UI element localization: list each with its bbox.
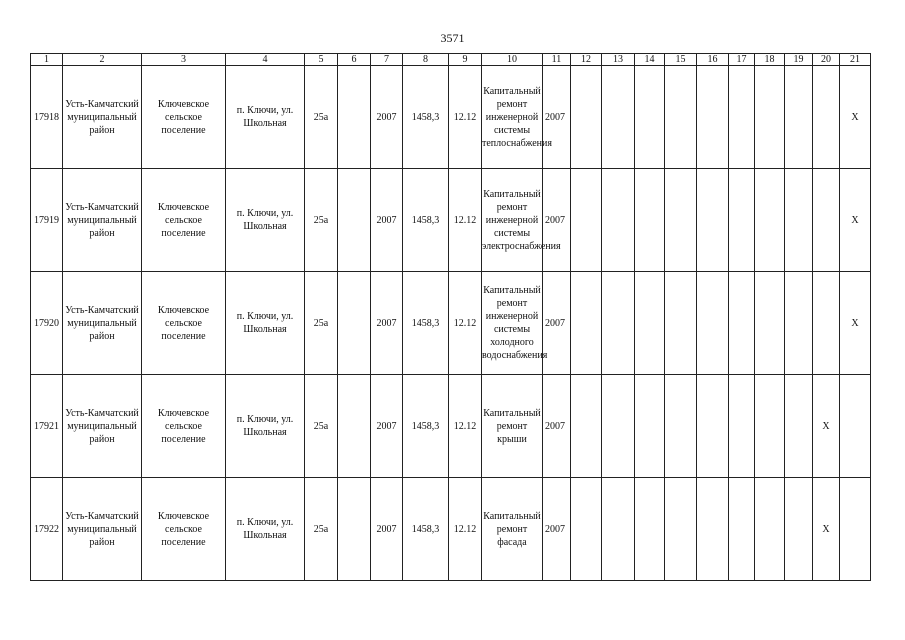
municipality-cell: Усть-Камчатский муниципальный район (63, 478, 142, 581)
cell-15 (665, 169, 697, 272)
year-cell: 2007 (371, 66, 403, 169)
header-cell: 10 (482, 54, 543, 66)
cell-6 (338, 169, 371, 272)
cell-12 (571, 66, 602, 169)
cell-16 (697, 66, 729, 169)
table-row (31, 66, 871, 169)
work-type-cell: Капитальный ремонт инженерной системы теплоснабжения (482, 66, 543, 169)
cell-15 (665, 375, 697, 478)
mark-cell-20: X (813, 478, 840, 581)
cell-13 (602, 478, 635, 581)
cell-18 (755, 478, 785, 581)
cell-17 (729, 66, 755, 169)
code-cell: 12.12 (449, 272, 482, 375)
cell-19 (785, 66, 813, 169)
year-cell: 2007 (371, 478, 403, 581)
cell-17 (729, 272, 755, 375)
cell-6 (338, 375, 371, 478)
area-cell: 1458,3 (403, 375, 449, 478)
area-cell: 1458,3 (403, 169, 449, 272)
record-id: 17920 (31, 272, 63, 375)
cell-16 (697, 375, 729, 478)
header-cell: 5 (305, 54, 338, 66)
cell-14 (635, 169, 665, 272)
cell-14 (635, 66, 665, 169)
cell-16 (697, 169, 729, 272)
cell-19 (785, 478, 813, 581)
cell-19 (785, 272, 813, 375)
cell-19 (785, 375, 813, 478)
cell-6 (338, 66, 371, 169)
mark-cell-21 (840, 375, 871, 478)
header-cell: 2 (63, 54, 142, 66)
header-cell: 9 (449, 54, 482, 66)
header-cell: 12 (571, 54, 602, 66)
mark-cell-21: X (840, 272, 871, 375)
cell-15 (665, 66, 697, 169)
settlement-cell: Ключевское сельское поселение (142, 478, 226, 581)
cell-19 (785, 169, 813, 272)
cell-17 (729, 478, 755, 581)
plan-year-cell: 2007 (543, 169, 571, 272)
cell-12 (571, 478, 602, 581)
header-cell: 21 (840, 54, 871, 66)
cell-13 (602, 272, 635, 375)
mark-cell-21 (840, 478, 871, 581)
code-cell: 12.12 (449, 375, 482, 478)
header-cell: 7 (371, 54, 403, 66)
cell-13 (602, 66, 635, 169)
work-type-cell: Капитальный ремонт крыши (482, 375, 543, 478)
table-row (31, 169, 871, 272)
area-cell: 1458,3 (403, 478, 449, 581)
record-id: 17922 (31, 478, 63, 581)
header-cell: 8 (403, 54, 449, 66)
plan-year-cell: 2007 (543, 375, 571, 478)
cell-18 (755, 169, 785, 272)
settlement-cell: Ключевское сельское поселение (142, 272, 226, 375)
plan-year-cell: 2007 (543, 66, 571, 169)
municipality-cell: Усть-Камчатский муниципальный район (63, 375, 142, 478)
mark-cell-20 (813, 66, 840, 169)
year-cell: 2007 (371, 375, 403, 478)
code-cell: 12.12 (449, 169, 482, 272)
header-cell: 11 (543, 54, 571, 66)
cell-14 (635, 478, 665, 581)
header-cell: 17 (729, 54, 755, 66)
data-table (30, 53, 871, 581)
code-cell: 12.12 (449, 478, 482, 581)
municipality-cell: Усть-Камчатский муниципальный район (63, 169, 142, 272)
record-id: 17919 (31, 169, 63, 272)
work-type-cell: Капитальный ремонт фасада (482, 478, 543, 581)
page-number: 3571 (440, 31, 465, 45)
settlement-cell: Ключевское сельское поселение (142, 169, 226, 272)
mark-cell-20: X (813, 375, 840, 478)
mark-cell-21: X (840, 169, 871, 272)
cell-18 (755, 375, 785, 478)
cell-17 (729, 375, 755, 478)
settlement-cell: Ключевское сельское поселение (142, 66, 226, 169)
header-cell: 6 (338, 54, 371, 66)
cell-12 (571, 375, 602, 478)
area-cell: 1458,3 (403, 272, 449, 375)
cell-13 (602, 169, 635, 272)
address-cell: п. Ключи, ул. Школьная (226, 169, 305, 272)
year-cell: 2007 (371, 169, 403, 272)
house-number-cell: 25а (305, 478, 338, 581)
header-row (31, 54, 871, 66)
header-cell: 18 (755, 54, 785, 66)
table-row (31, 375, 871, 478)
plan-year-cell: 2007 (543, 272, 571, 375)
house-number-cell: 25а (305, 66, 338, 169)
cell-14 (635, 375, 665, 478)
header-cell: 3 (142, 54, 226, 66)
cell-14 (635, 272, 665, 375)
house-number-cell: 25а (305, 272, 338, 375)
cell-12 (571, 272, 602, 375)
house-number-cell: 25а (305, 375, 338, 478)
cell-13 (602, 375, 635, 478)
mark-cell-20 (813, 169, 840, 272)
cell-6 (338, 272, 371, 375)
table-row (31, 478, 871, 581)
header-cell: 16 (697, 54, 729, 66)
house-number-cell: 25а (305, 169, 338, 272)
cell-16 (697, 478, 729, 581)
municipality-cell: Усть-Камчатский муниципальный район (63, 66, 142, 169)
cell-6 (338, 478, 371, 581)
code-cell: 12.12 (449, 66, 482, 169)
header-cell: 14 (635, 54, 665, 66)
header-cell: 19 (785, 54, 813, 66)
year-cell: 2007 (371, 272, 403, 375)
address-cell: п. Ключи, ул. Школьная (226, 272, 305, 375)
header-cell: 20 (813, 54, 840, 66)
address-cell: п. Ключи, ул. Школьная (226, 478, 305, 581)
cell-15 (665, 272, 697, 375)
cell-18 (755, 66, 785, 169)
record-id: 17921 (31, 375, 63, 478)
cell-16 (697, 272, 729, 375)
plan-year-cell: 2007 (543, 478, 571, 581)
address-cell: п. Ключи, ул. Школьная (226, 66, 305, 169)
work-type-cell: Капитальный ремонт инженерной системы электроснабжения (482, 169, 543, 272)
header-cell: 1 (31, 54, 63, 66)
area-cell: 1458,3 (403, 66, 449, 169)
mark-cell-21: X (840, 66, 871, 169)
work-type-cell: Капитальный ремонт инженерной системы холодного водоснабжения (482, 272, 543, 375)
record-id: 17918 (31, 66, 63, 169)
cell-12 (571, 169, 602, 272)
cell-18 (755, 272, 785, 375)
header-cell: 13 (602, 54, 635, 66)
address-cell: п. Ключи, ул. Школьная (226, 375, 305, 478)
header-cell: 15 (665, 54, 697, 66)
mark-cell-20 (813, 272, 840, 375)
cell-17 (729, 169, 755, 272)
table-row (31, 272, 871, 375)
header-cell: 4 (226, 54, 305, 66)
settlement-cell: Ключевское сельское поселение (142, 375, 226, 478)
cell-15 (665, 478, 697, 581)
municipality-cell: Усть-Камчатский муниципальный район (63, 272, 142, 375)
